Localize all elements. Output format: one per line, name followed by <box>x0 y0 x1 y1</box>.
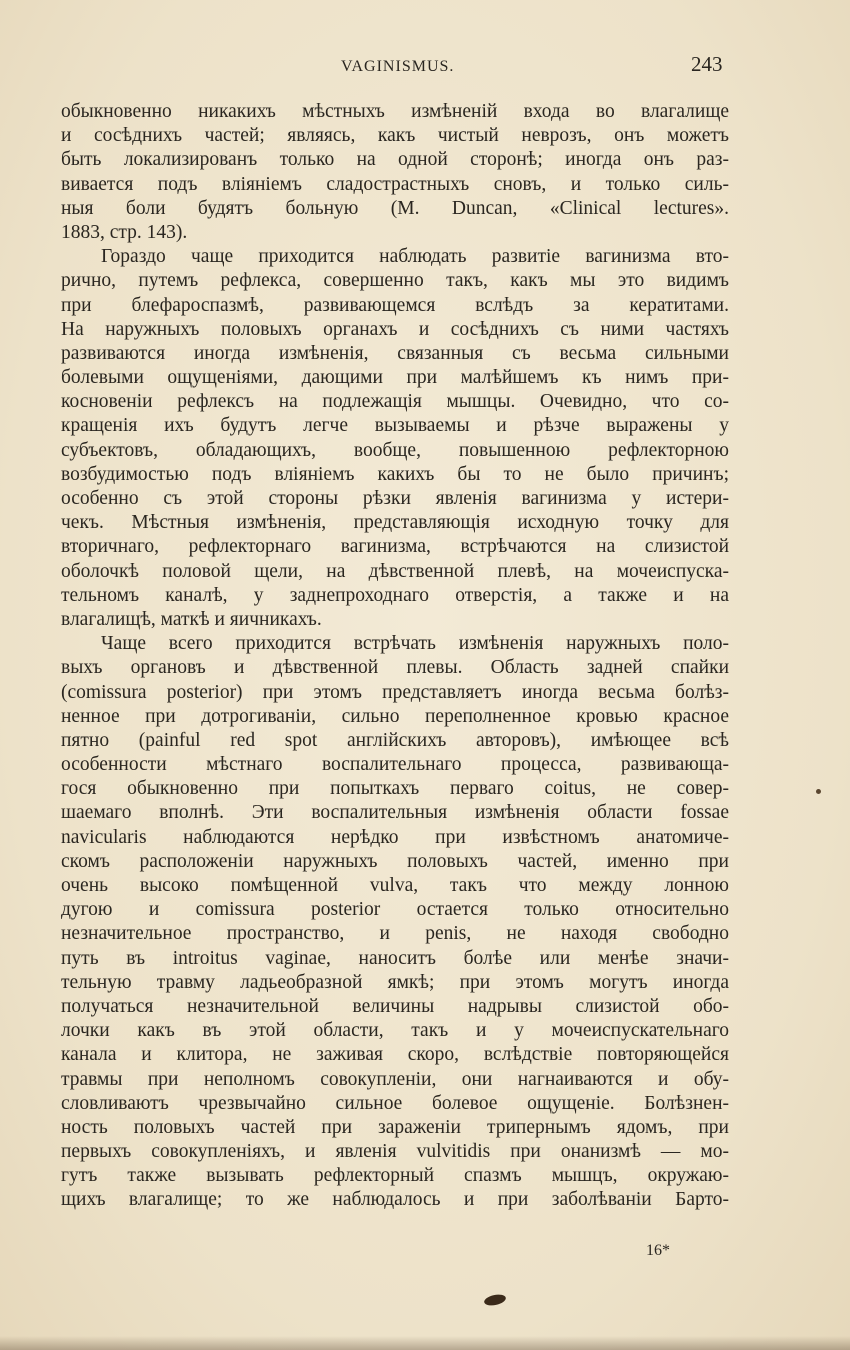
text-line: лочки какъ въ этой области, такъ и у мочеиспускательнаго <box>61 1020 729 1042</box>
page-number: 243 <box>691 52 723 76</box>
text-line: болевыми ощущеніями, дающими при малѣйшемъ къ нимъ при- <box>61 367 729 389</box>
text-line: Гораздо чаще приходится наблюдать развитіе вагинизма вто- <box>101 246 729 268</box>
text-line: травмы при неполномъ совокупленіи, они нагнаиваются и обу- <box>61 1068 729 1090</box>
text-line: обыкновенно никакихъ мѣстныхъ измѣненій входа во влагалище <box>61 101 729 122</box>
text-line: гося обыкновенно при попыткахъ перваго coitus, не совер- <box>61 778 729 800</box>
text-line: особенно съ этой стороны рѣзки явленія вагинизма у истери- <box>61 488 729 509</box>
text-line: незначительное пространство, и penis, не находя свободно <box>61 923 729 945</box>
text-line: особенности мѣстнаго воспалительнаго процесса, развивающа- <box>61 754 729 776</box>
page-bottom-edge <box>0 1336 850 1350</box>
text-line: ненное при дотрогиваніи, сильно переполненное кровью красное <box>61 705 729 727</box>
text-line: и сосѣднихъ частей; являясь, какъ чистый неврозъ, онъ можетъ <box>61 125 729 147</box>
text-line: дугою и comissura posterior остается только относительно <box>61 899 729 921</box>
text-line: словливаютъ чрезвычайно сильное болевое ощущеніе. Болѣзнен- <box>61 1092 729 1114</box>
text-line: субъектовъ, обладающихъ, вообще, повышенною рефлекторною <box>61 439 729 461</box>
text-line: кращенія ихъ будутъ легче вызываемы и рѣзче выражены у <box>61 415 729 437</box>
text-line: очень высоко помѣщенной vulva, такъ что между лонною <box>61 875 729 896</box>
running-head: VAGINISMUS. <box>341 58 455 75</box>
text-line: получаться незначительной величины надрывы слизистой обо- <box>61 995 729 1017</box>
text-line: возбудимостью подъ вліяніемъ какихъ бы то не было причинъ; <box>61 463 729 485</box>
text-line: тельномъ каналѣ, у заднепроходнаго отверстія, а также и на <box>61 584 729 606</box>
text-line: развиваются иногда измѣненія, связанныя съ весьма сильными <box>61 342 729 364</box>
ink-smudge <box>483 1293 507 1307</box>
text-line: косновеніи рефлексъ на подлежащія мышцы. Очевидно, что со- <box>61 391 729 413</box>
text-line: путь въ introitus vaginae, наноситъ болѣе или менѣе значи- <box>61 947 729 969</box>
text-line: при блефароспазмѣ, развивающемся вслѣдъ за кератитами. <box>61 294 729 316</box>
text-line: шаемаго вполнѣ. Эти воспалительныя измѣненія области fossae <box>61 802 729 824</box>
text-line: чекъ. Мѣстныя измѣненія, представляющія исходную точку для <box>61 512 729 534</box>
margin-dot <box>816 789 821 794</box>
text-line: гутъ также вызывать рефлекторный спазмъ мышцъ, окружаю- <box>61 1165 729 1187</box>
text-line: вторичнаго, рефлекторнаго вагинизма, встрѣчаются на слизистой <box>61 536 729 558</box>
text-line: оболочкѣ половой щели, на дѣвственной плевѣ, на мочеиспуска- <box>61 560 729 582</box>
text-line: быть локализированъ только на одной сторонѣ; иногда онъ раз- <box>61 149 729 171</box>
text-line: канала и клитора, не заживая скоро, вслѣдствіе повторяющейся <box>61 1044 729 1066</box>
text-line: (comissura posterior) при этомъ представляетъ иногда весьма болѣз- <box>61 681 729 703</box>
text-line: первыхъ совокупленіяхъ, и явленія vulvitidis при онанизмѣ — мо- <box>61 1141 729 1163</box>
text-line: выхъ органовъ и дѣвственной плевы. Область задней спайки <box>61 657 729 679</box>
body-text <box>61 100 729 1213</box>
text-line: ность половыхъ частей при зараженіи трипернымъ ядомъ, при <box>61 1116 729 1138</box>
text-line: пятно (painful red spot англійскихъ авторовъ), имѣющее всѣ <box>61 729 729 751</box>
text-line: скомъ расположеніи наружныхъ половыхъ частей, именно при <box>61 850 729 872</box>
text-line: вивается подъ вліяніемъ сладострастныхъ сновъ, и только силь- <box>61 173 729 195</box>
text-line: тельную травму ладьеобразной ямкѣ; при этомъ могутъ иногда <box>61 971 729 993</box>
text-line: влагалищѣ, маткѣ и яичникахъ. <box>61 608 322 630</box>
text-line: Чаще всего приходится встрѣчать измѣненія наружныхъ поло- <box>101 633 729 655</box>
text-line: рично, путемъ рефлекса, совершенно такъ, какъ мы это видимъ <box>61 270 729 292</box>
text-line: 1883, стр. 143). <box>61 221 188 243</box>
text-line: ныя боли будятъ больную (M. Duncan, «Clinical lectures». <box>61 197 729 219</box>
signature-mark: 16* <box>646 1242 670 1259</box>
text-line: щихъ влагалище; то же наблюдалось и при заболѣваніи Барто- <box>61 1189 729 1211</box>
text-line: На наружныхъ половыхъ органахъ и сосѣднихъ съ ними частяхъ <box>61 318 729 340</box>
text-line: navicularis наблюдаются нерѣдко при извѣстномъ анатомиче- <box>61 826 729 848</box>
